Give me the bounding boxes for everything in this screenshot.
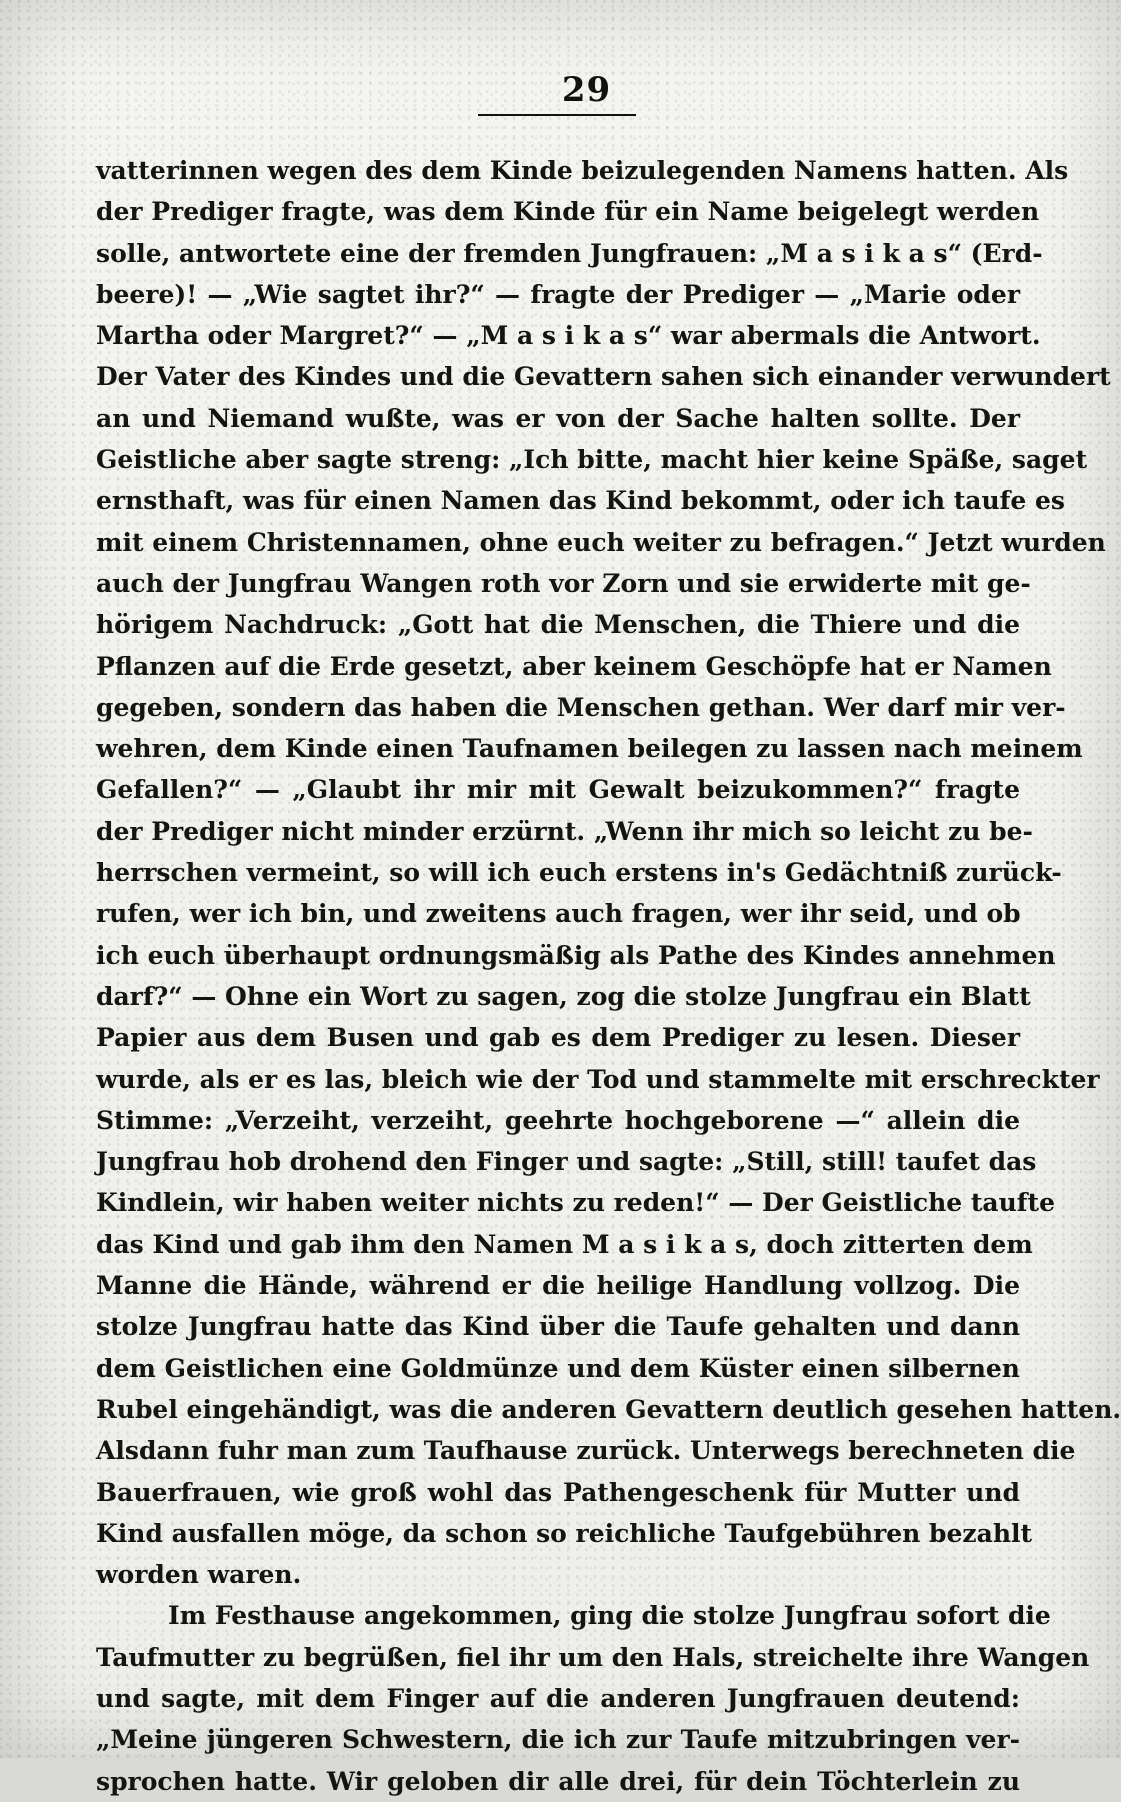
text-line: Kind ausfallen möge, da schon so reichliche Taufgebühren bezahlt: [96, 1518, 1033, 1548]
text-line: stolze Jungfrau hatte das Kind über die Taufe gehalten und dann: [96, 1312, 1020, 1342]
text-line: Im Festhause angekommen, ging die stolze Jungfrau sofort die: [168, 1601, 1051, 1631]
text-line: vatterinnen wegen des dem Kinde beizulegenden Namens hatten. Als: [96, 156, 1069, 185]
text-line: dem Geistlichen eine Goldmünze und dem Küster einen silbernen: [96, 1353, 1020, 1383]
text-line: Alsdann fuhr man zum Taufhause zurück. Unterwegs berechneten die: [96, 1436, 1076, 1466]
text-line: Gefallen?“ — „Glaubt ihr mir mit Gewalt beizukommen?“ fragte: [96, 775, 1020, 805]
text-line: Rubel eingehändigt, was die anderen Gevattern deutlich gesehen hatten.: [96, 1394, 1121, 1424]
text-line: worden waren.: [96, 1560, 302, 1590]
text-line: hörigem Nachdruck: „Gott hat die Menschen, die Thiere und die: [96, 610, 1020, 640]
text-line: herrschen vermeint, so will ich euch erstens in's Gedächtniß zurück-: [96, 858, 1062, 888]
paragraph-2: [96, 1595, 1090, 1801]
text-line: Bauerfrauen, wie groß wohl das Pathengeschenk für Mutter und: [96, 1477, 1020, 1507]
text-line: der Prediger nicht minder erzürnt. „Wenn ihr mich so leicht zu be-: [96, 816, 1033, 846]
text-line: wurde, als er es las, bleich wie der Tod und stammelte mit erschreckter: [96, 1064, 1100, 1094]
text-line: solle, antwortete eine der fremden Jungfrauen: „M a s i k a s“ (Erd-: [96, 238, 1043, 268]
text-line: Papier aus dem Busen und gab es dem Prediger zu lesen. Dieser: [96, 1023, 1020, 1053]
text-line: sprochen hatte. Wir geloben dir alle drei, für dein Töchterlein zu: [96, 1766, 1020, 1796]
text-line: beere)! — „Wie sagtet ihr?“ — fragte der Prediger — „Marie oder: [96, 279, 1020, 309]
text-line: und sagte, mit dem Finger auf die anderen Jungfrauen deutend:: [96, 1683, 1020, 1713]
text-line: ernsthaft, was für einen Namen das Kind bekommt, oder ich taufe es: [96, 486, 1066, 516]
text-line: Geistliche aber sagte streng: „Ich bitte, macht hier keine Späße, saget: [96, 445, 1088, 475]
text-line: „Meine jüngeren Schwestern, die ich zur Taufe mitzubringen ver-: [96, 1725, 1020, 1755]
text-line: Pflanzen auf die Erde gesetzt, aber keinem Geschöpfe hat er Namen: [96, 651, 1052, 681]
body-text: [96, 150, 1121, 1802]
paragraph-1: [96, 150, 1121, 1595]
text-line: Jungfrau hob drohend den Finger und sagte: „Still, still! taufet das: [96, 1147, 1037, 1177]
text-line: Taufmutter zu begrüßen, fiel ihr um den Hals, streichelte ihre Wangen: [96, 1642, 1090, 1672]
text-line: darf?“ — Ohne ein Wort zu sagen, zog die stolze Jungfrau ein Blatt: [96, 981, 1031, 1011]
text-line: mit einem Christennamen, ohne euch weiter zu befragen.“ Jetzt wurden: [96, 527, 1106, 557]
text-line: gegeben, sondern das haben die Menschen gethan. Wer darf mir ver-: [96, 692, 1066, 722]
text-line: ich euch überhaupt ordnungsmäßig als Pathe des Kindes annehmen: [96, 940, 1056, 970]
text-line: an und Niemand wußte, was er von der Sache halten sollte. Der: [96, 403, 1020, 433]
text-line: wehren, dem Kinde einen Taufnamen beilegen zu lassen nach meinem: [96, 734, 1083, 764]
text-line: Stimme: „Verzeiht, verzeiht, geehrte hochgeborene —“ allein die: [96, 1105, 1020, 1135]
text-line: Martha oder Margret?“ — „M a s i k a s“ war abermals die Antwort.: [96, 321, 1041, 351]
header-rule: [478, 114, 636, 116]
text-line: der Prediger fragte, was dem Kinde für ein Name beigelegt werden: [96, 197, 1040, 227]
text-line: Der Vater des Kindes und die Gevattern sahen sich einander verwundert: [96, 362, 1111, 392]
page-header: [0, 70, 1121, 110]
text-line: Manne die Hände, während er die heilige Handlung vollzog. Die: [96, 1271, 1020, 1301]
page-number: 29: [561, 70, 612, 110]
text-line: Kindlein, wir haben weiter nichts zu reden!“ — Der Geistliche taufte: [96, 1188, 1055, 1218]
text-line: auch der Jungfrau Wangen roth vor Zorn und sie erwiderte mit ge-: [96, 568, 1031, 598]
text-line: das Kind und gab ihm den Namen M a s i k a s, doch zitterten dem: [96, 1229, 1033, 1259]
text-line: rufen, wer ich bin, und zweitens auch fragen, wer ihr seid, und ob: [96, 899, 1021, 929]
